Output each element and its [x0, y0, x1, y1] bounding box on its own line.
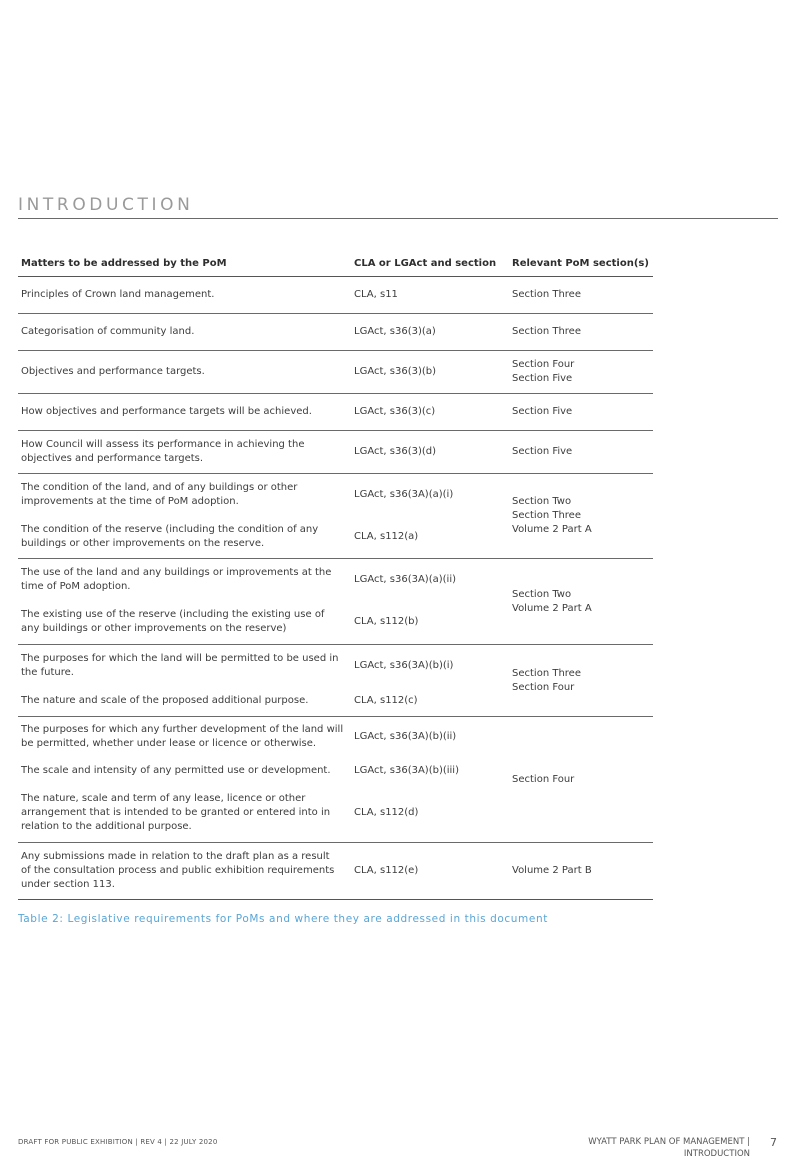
table-row: [18, 277, 653, 314]
matter-cell: [18, 645, 351, 687]
header-cla-lgact: CLA or LGAct and section: [351, 250, 509, 277]
section-cell: Section Three: [509, 314, 653, 351]
reference-cell: LGAct, s36(3A)(a)(ii): [354, 573, 456, 585]
header-relevant-section: Relevant PoM section(s): [509, 250, 653, 277]
footer-draft-notice: DRAFT FOR PUBLIC EXHIBITION | REV 4 | 22 JULY 2020: [18, 1138, 218, 1146]
cell-line: The purposes for which the land will be permitted to be used in: [21, 652, 339, 664]
reference-cell: CLA, s112(a): [351, 516, 509, 559]
section-cell: [509, 351, 653, 394]
table-row: [18, 431, 653, 474]
reference-cell: LGAct, s36(3)(c): [351, 394, 509, 431]
cell-line: The purposes for which any further development of the land will: [21, 723, 344, 735]
cell-line: Section Two: [512, 496, 572, 507]
cell-line: improvements at the time of PoM adoption.: [21, 495, 239, 507]
table-row: [18, 314, 653, 351]
table-caption: Table 2: Legislative requirements for PoMs and where they are addressed in this document: [18, 913, 548, 925]
section-cell: Section Four: [509, 717, 653, 843]
cell-line: Section Three: [512, 667, 581, 679]
cell-line: The condition of the land, and of any buildings or other: [21, 481, 298, 493]
footer-document-title: [565, 1137, 750, 1160]
reference-cell: CLA, s112(e): [351, 843, 509, 900]
matter-cell: [18, 785, 351, 843]
table-row: [18, 843, 653, 900]
matter-cell: Objectives and performance targets.: [18, 351, 351, 394]
cell-line: The condition of the reserve (including the condition of any: [21, 523, 319, 535]
cell-line: Section Two: [512, 588, 572, 600]
matter-cell: [18, 843, 351, 900]
reference-cell: CLA, s11: [351, 277, 509, 314]
section-cell: Section Three: [509, 277, 653, 314]
page-number: 7: [770, 1136, 777, 1149]
heading-divider: [18, 218, 778, 219]
section-cell: Section Five: [509, 431, 653, 474]
cell-line: be permitted, whether under lease or licence or otherwise.: [21, 737, 317, 749]
reference-cell: CLA, s112(c): [351, 687, 509, 717]
matter-cell: [18, 559, 351, 601]
cell-line: any buildings or other improvements on the reserve): [21, 623, 287, 635]
section-cell: Section Five: [509, 394, 653, 431]
table-header-row: [18, 250, 653, 277]
reference-cell: LGAct, s36(3)(d): [351, 431, 509, 474]
section-heading: INTRODUCTION: [18, 195, 194, 215]
cell-line: The nature, scale and term of any lease, licence or other: [21, 793, 306, 805]
table-row: [18, 717, 653, 757]
cell-line: The existing use of the reserve (including the existing use of: [21, 609, 325, 621]
matter-cell: The nature and scale of the proposed additional purpose.: [18, 687, 351, 717]
cell-line: arrangement that is intended to be granted or entered into in: [21, 807, 331, 819]
matter-cell: The scale and intensity of any permitted use or development.: [21, 764, 331, 776]
reference-cell: LGAct, s36(3A)(a)(i): [354, 488, 454, 500]
footer-title: WYATT PARK PLAN OF MANAGEMENT |: [588, 1137, 750, 1147]
cell-line: Section Four: [512, 681, 575, 693]
reference-cell: LGAct, s36(3A)(b)(ii): [354, 730, 457, 742]
matter-cell: How objectives and performance targets will be achieved.: [18, 394, 351, 431]
cell-line: of the consultation process and public exhibition requirements: [21, 865, 335, 876]
cell-line: Any submissions made in relation to the draft plan as a result: [21, 851, 330, 862]
section-cell: [509, 645, 653, 717]
cell-line: time of PoM adoption.: [21, 580, 131, 592]
matter-cell: [18, 474, 351, 516]
table-row: [18, 645, 653, 687]
table-row: [18, 351, 653, 394]
section-cell: Volume 2 Part B: [509, 843, 653, 900]
cell-line: under section 113.: [21, 879, 115, 890]
reference-cell: LGAct, s36(3A)(b)(i): [354, 659, 454, 671]
cell-line: Volume 2 Part A: [512, 602, 592, 614]
matter-cell: Categorisation of community land.: [18, 314, 351, 351]
reference-cell: LGAct, s36(3)(b): [351, 351, 509, 394]
reference-cell: CLA, s112(b): [351, 601, 509, 645]
matter-cell: [18, 431, 351, 474]
cell-line: How Council will assess its performance in achieving the: [21, 439, 305, 450]
reference-cell: CLA, s112(d): [351, 785, 509, 843]
table-row: [18, 394, 653, 431]
reference-cell: LGAct, s36(3A)(b)(iii): [354, 764, 459, 776]
cell-line: buildings or other improvements on the reserve.: [21, 537, 265, 549]
section-cell: [509, 474, 653, 559]
table-row: [18, 559, 653, 601]
reference-cell: LGAct, s36(3)(a): [351, 314, 509, 351]
cell-line: the future.: [21, 666, 74, 678]
cell-line: Section Four: [512, 359, 575, 370]
cell-line: Volume 2 Part A: [512, 524, 592, 535]
cell-line: The use of the land and any buildings or improvements at the: [21, 566, 332, 578]
cell-line: Section Three: [512, 510, 581, 521]
matter-cell: Principles of Crown land management.: [18, 277, 351, 314]
section-cell: [509, 559, 653, 645]
legislative-requirements-table: [18, 250, 653, 900]
footer-section-name: INTRODUCTION: [683, 1149, 750, 1159]
cell-line: relation to the additional purpose.: [21, 821, 192, 833]
cell-line: objectives and performance targets.: [21, 453, 204, 464]
matter-cell: [18, 516, 351, 559]
table-row: [18, 474, 653, 516]
cell-line: Section Five: [512, 373, 573, 384]
matter-cell: [18, 601, 351, 645]
header-matters: Matters to be addressed by the PoM: [18, 250, 351, 277]
matter-cell: [18, 717, 351, 757]
